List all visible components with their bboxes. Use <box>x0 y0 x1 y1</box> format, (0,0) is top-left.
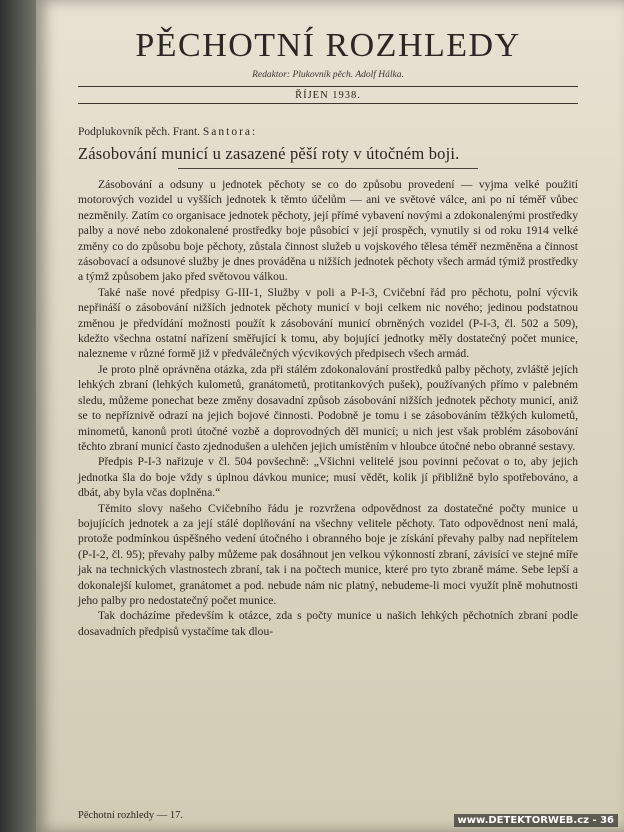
title-rule <box>178 168 478 169</box>
page-content <box>78 18 578 639</box>
issue-date: ŘÍJEN 1938. <box>295 90 361 101</box>
author-surname: Santora: <box>202 126 258 138</box>
paragraph: Těmito slovy našeho Cvičebního řádu je rozvržena odpovědnost za dostatečné počty munice u bojujících jednotek a za její stálé doplňování na všechny velitele pěchoty. Tato odpovědnost není malá, protože podmínkou úspěšného vedení útočného i obranného boje je získání převahy palby nad nepřítelem (P-I-2, čl. 95); převahy palby můžeme pak dosáhnout jen velkou výkonností zbraní, závisící ve stejné míře jak na technických vlastnostech zbraní, tak i na počtech munice, které pro tyto zbraně máme. Sebe lepší a dokonalejší kulomet, granátomet a pod. nebude nám nic platný, nebudeme-li moci využít plně mohutnosti jeho palby pro nedostatečný počet munice. <box>78 501 578 607</box>
site-watermark: www.DETEKTORWEB.cz - 36 <box>454 814 619 827</box>
masthead-rule <box>78 86 578 87</box>
article-title: Zásobování municí u zasazené pěší roty v útočném boji. <box>78 144 460 163</box>
date-rule <box>78 103 578 104</box>
paragraph: Je proto plně oprávněna otázka, zda při stálém zdokonalování prostředků palby pěchoty, zvláště jejích lehkých zbraní (lehkých kulometů, granátometů, protitankových pušek), používaných přímo v palebném sledu, můžeme ponechat beze změny dosavadní způsob zásobování nižších jednotek pěchoty municí, aniž se to nepříznivě odrazí na jejich bojové činnosti. Podobně je tomu i se zásobováním těžkých kulometů, minometů, kanonů proti útočné vozbě a doprovodných děl municí; u nich jest však problém zásobování těchto zbraní municí často zjednodušen a ulehčen jejich umístěním v hloubce útočné nebo obranné sestavy. <box>78 362 578 453</box>
paragraph: Tak docházíme především k otázce, zda s počty munice u našich lehkých pěchotních zbraní podle dosavadních předpisů vystačíme tak dlou- <box>78 609 578 638</box>
article-author <box>78 126 578 138</box>
author-prefix: Podplukovník pěch. Frant. <box>78 126 203 138</box>
document-page <box>36 0 624 832</box>
paragraph: Zásobování a odsuny u jednotek pěchoty se co do způsobu provedení — vyjma velké použití motorových vozidel u vyšších jednotek k těmto účelům — ani ve světové válce, ani po ní téměř vůbec nezměnily. Zatím co organisace jednotek pěchoty, její přímé vybavení novými a zdokonalenými prostředky palby a nové nebo zdokonalené prostředky boje působící v její prospěch, vynutily si od roku 1914 velké změny co do způsobu boje pěchoty, zůstala činnost služeb u vojskového tělesa téměř nezměněna a činnost zásobovací a odsunové služby je dnes prováděna u nižších jednotek pěchoty všech armád týmiž prostředky a týmž způsobem jako před světovou válkou. <box>78 178 578 284</box>
paragraph: Také naše nové předpisy G-III-1, Služby v poli a P-I-3, Cvičební řád pro pěchotu, polní výcvik nepřináší o zásobování nižších jednotek pěchoty municí v boji celkem nic nového; jedinou podstatnou změnou je předvídání možnosti použít k zásobování municí obrněných vozidel (P-I-3, čl. 502 a 509), kdežto všechna ostatní nařízení směřující k tomu, aby bojující jednotky měly dostatečný počet munice, nalezneme v různé formě již v předválečných výcvikových předpisech všech armád. <box>78 285 578 361</box>
page-footer: Pěchotní rozhledy — 17. <box>78 810 183 821</box>
book-spine-shadow <box>0 0 40 832</box>
masthead-title: PĚCHOTNÍ ROZHLEDY <box>135 27 521 64</box>
editor-line: Redaktor: Plukovník pěch. Adolf Hálka. <box>252 70 404 80</box>
paragraph: Předpis P-I-3 nařizuje v čl. 504 povšechně: „Všichni velitelé jsou povinni pečovat o to, aby jejich jednotka šla do boje vždy s úplnou dávkou munice; musí vědět, kolik jí přibližně bylo spotřebováno, a dbát, aby byla včas doplněna.“ <box>78 455 578 500</box>
article-body <box>78 177 578 639</box>
